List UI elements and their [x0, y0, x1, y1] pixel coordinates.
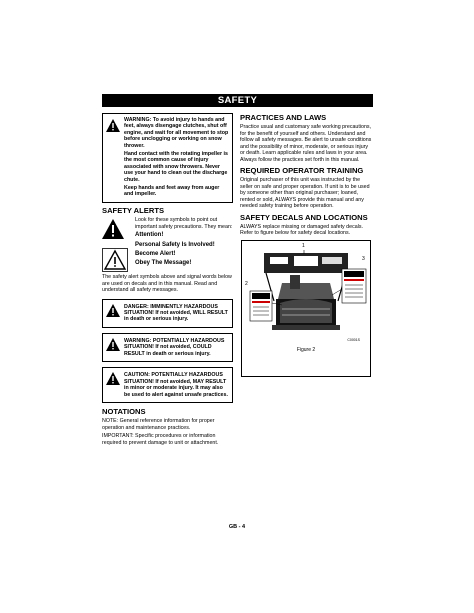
warning-signal-box [102, 333, 233, 362]
caution-triangle-icon [106, 372, 120, 398]
warning-line-3: Keep hands and feet away from auger and impeller. [124, 184, 220, 197]
warning-line-2: Hand contact with the rotating impeller is the most common cause of injury associated with snow throwers. Never use your hand to clean out the discharge chute. [124, 150, 228, 183]
left-column [102, 113, 233, 448]
practices-body: Practice usual and customary safe working precautions, for the benefit of yourself and others. Understand and follow all safety messages. Be alert to unsafe conditions and the possibility of minor, moderate, or serious injury or death. Learn applicable rules and laws in your area. Always follow the practices set forth in this manual. [240, 124, 372, 163]
alert-involved: Personal Safety Is Involved! [135, 241, 215, 248]
warning-signal-text: WARNING: POTENTIALLY HAZARDOUS SITUATION! If not avoided, COULD RESULT in death or serious injury. [124, 337, 225, 357]
warning-box [102, 113, 233, 203]
caution-text: CAUTION: POTENTIALLY HAZARDOUS SITUATION! If not avoided, MAY RESULT in minor or moderate injury. It may also be used to alert against unsafe practices. [124, 372, 228, 398]
danger-text: DANGER: IMMINENTLY HAZARDOUS SITUATION! If not avoided, WILL RESULT in death or serious injury. [124, 303, 228, 323]
notations-note: NOTE: General reference information for proper operation and maintenance practices. [102, 418, 215, 431]
danger-triangle-icon [106, 304, 120, 323]
figure-code: C0001S [347, 337, 360, 342]
figure-caption: Figure 2 [296, 346, 316, 353]
alert-triangle-solid-icon [102, 219, 130, 241]
caution-box [102, 367, 233, 403]
notations-heading: NOTATIONS [102, 407, 146, 417]
safety-alerts-heading: SAFETY ALERTS [102, 205, 165, 215]
decals-body: ALWAYS replace missing or damaged safety decals. Refer to figure below for safety decal locations. [240, 224, 363, 237]
training-heading: REQUIRED OPERATOR TRAINING [240, 166, 364, 176]
warning-line-1: WARNING: To avoid injury to hands and feet, always disengage clutches, shut off engine, and wait for all movement to stop before unclogging or working on snow thrower. [124, 117, 229, 149]
training-body: Original purchaser of this unit was instructed by the seller on safe and proper operation. If unit is to be used by someone other than original purchaser; loaned, rented or sold, ALWAYS provide this manual and any needed safety training before operation. [240, 177, 370, 210]
safety-alerts-block [102, 217, 233, 274]
alerts-intro: Look for these symbols to point out important safety precautions. They mean: [135, 217, 233, 230]
warning-signal-triangle-icon [106, 338, 120, 357]
alert-triangle-outline-icon [102, 248, 130, 274]
decals-heading: SAFETY DECALS AND LOCATIONS [240, 212, 368, 222]
alert-attention: Attention! [135, 232, 164, 239]
alerts-body: The safety alert symbols above and signal words below are used on decals and in this manual. Read and understand all safety messages. [102, 274, 232, 294]
notations-important: IMPORTANT: Specific procedures or information required to prevent damage to unit or attachment. [102, 433, 219, 446]
callout-3: 3 [362, 255, 365, 262]
decal-location-figure [241, 240, 371, 377]
callout-1: 1 [302, 242, 305, 249]
warning-triangle-icon [106, 117, 120, 199]
alert-obey: Obey The Message! [135, 260, 192, 267]
right-column [240, 110, 373, 377]
snow-thrower-illustration [242, 241, 370, 345]
danger-box [102, 299, 233, 328]
section-banner: SAFETY [102, 94, 373, 107]
page-number: GB - 4 [228, 524, 246, 530]
alert-become-alert: Become Alert! [135, 250, 176, 257]
callout-2: 2 [245, 280, 248, 287]
practices-heading: PRACTICES AND LAWS [240, 113, 327, 122]
